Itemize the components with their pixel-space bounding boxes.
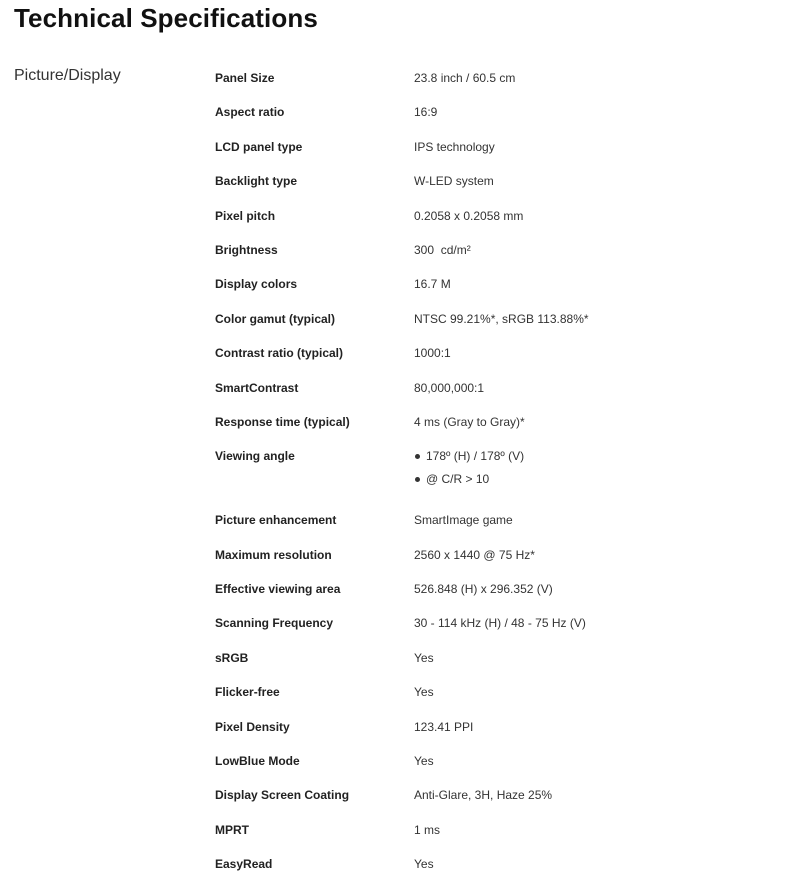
spec-value: [414, 448, 524, 494]
section-title: Picture/Display: [14, 67, 121, 84]
spec-row-flicker-free: [215, 684, 795, 718]
spec-row-panel-size: [215, 70, 795, 104]
spec-label: EasyRead: [215, 857, 273, 872]
spec-value: SmartImage game: [414, 513, 513, 528]
spec-row-pixel-density: [215, 719, 795, 753]
spec-label: sRGB: [215, 650, 249, 665]
spec-value: NTSC 99.21%*, sRGB 113.88%*: [414, 311, 589, 326]
spec-value: 80,000,000:1: [414, 380, 485, 395]
spec-row-smartcontrast: [215, 380, 795, 414]
spec-value: 1 ms: [414, 822, 441, 837]
spec-label: Display Screen Coating: [215, 788, 350, 803]
spec-value: Yes: [414, 685, 434, 700]
bullet-item: 178º (H) / 178º (V): [414, 448, 524, 465]
spec-value: 23.8 inch / 60.5 cm: [414, 71, 516, 85]
spec-label: MPRT: [215, 822, 249, 837]
spec-row-lcd-panel-type: [215, 139, 795, 173]
spec-label: Maximum resolution: [215, 547, 332, 562]
spec-row-display-colors: [215, 276, 795, 310]
spec-label: Color gamut (typical): [215, 311, 336, 326]
spec-value: 16:9: [414, 105, 438, 120]
spec-value: 16.7 M: [414, 277, 451, 292]
spec-value: Yes: [414, 754, 434, 769]
spec-row-response-time: [215, 414, 795, 448]
spec-row-viewing-angle: [215, 448, 795, 512]
spec-row-aspect-ratio: [215, 104, 795, 138]
spec-value: 300 cd/m²: [414, 242, 471, 257]
bullet-item: @ C/R > 10: [414, 471, 524, 488]
spec-label: Contrast ratio (typical): [215, 346, 344, 361]
bullet-list: [414, 448, 524, 488]
spec-row-picture-enhancement: [215, 512, 795, 546]
spec-value: 123.41 PPI: [414, 719, 474, 734]
spec-label: Effective viewing area: [215, 582, 341, 597]
spec-value: Yes: [414, 650, 434, 665]
spec-value: IPS technology: [414, 139, 495, 154]
spec-label: Flicker-free: [215, 685, 280, 700]
spec-label: Pixel pitch: [215, 208, 276, 223]
spec-row-color-gamut: [215, 311, 795, 345]
spec-label: Backlight type: [215, 174, 298, 189]
spec-label: Response time (typical): [215, 414, 350, 429]
spec-label: SmartContrast: [215, 380, 299, 395]
spec-value: 526.848 (H) x 296.352 (V): [414, 582, 553, 597]
spec-label: LowBlue Mode: [215, 754, 300, 769]
spec-label: Brightness: [215, 242, 278, 257]
spec-row-scanning-frequency: [215, 615, 795, 649]
spec-label: Pixel Density: [215, 719, 290, 734]
spec-row-pixel-pitch: [215, 208, 795, 242]
spec-row-maximum-resolution: [215, 547, 795, 581]
spec-label: Aspect ratio: [215, 105, 285, 120]
spec-row-brightness: [215, 242, 795, 276]
spec-row-easyread: [215, 856, 795, 890]
spec-row-contrast-ratio: [215, 345, 795, 379]
spec-value: Anti-Glare, 3H, Haze 25%: [414, 788, 553, 803]
spec-value: 2560 x 1440 @ 75 Hz*: [414, 547, 535, 562]
page-title: Technical Specifications: [14, 3, 318, 33]
spec-value: 1000:1: [414, 346, 451, 361]
spec-row-mprt: [215, 822, 795, 856]
spec-value: Yes: [414, 857, 434, 872]
spec-list: [215, 70, 795, 891]
spec-value: W-LED system: [414, 174, 494, 189]
spec-value: 0.2058 x 0.2058 mm: [414, 208, 524, 223]
spec-label: Panel Size: [215, 71, 275, 85]
spec-row-backlight-type: [215, 173, 795, 207]
spec-row-display-screen-coating: [215, 787, 795, 821]
spec-label: Viewing angle: [215, 449, 295, 464]
spec-row-srgb: [215, 650, 795, 684]
spec-row-lowblue-mode: [215, 753, 795, 787]
spec-label: Picture enhancement: [215, 513, 337, 528]
spec-value: 4 ms (Gray to Gray)*: [414, 414, 525, 429]
spec-label: LCD panel type: [215, 139, 303, 154]
spec-value: 30 - 114 kHz (H) / 48 - 75 Hz (V): [414, 616, 586, 631]
spec-label: Scanning Frequency: [215, 616, 334, 631]
spec-row-effective-viewing-area: [215, 581, 795, 615]
spec-label: Display colors: [215, 277, 298, 292]
